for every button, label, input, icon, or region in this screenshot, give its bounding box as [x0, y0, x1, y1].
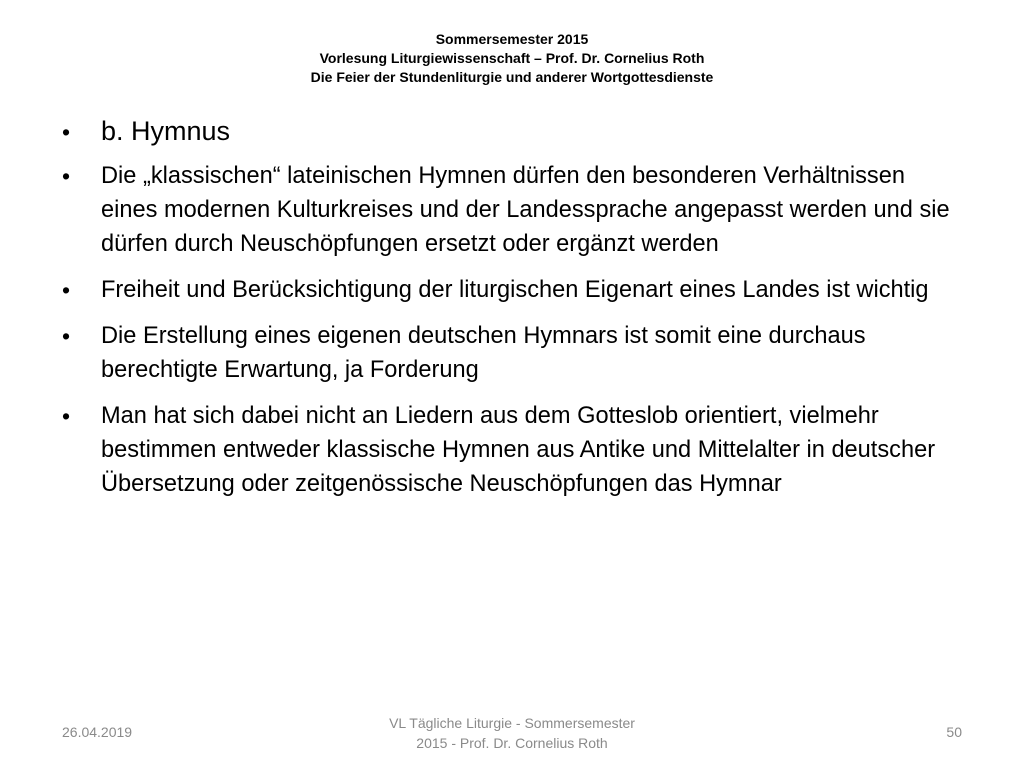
bullet-text: Freiheit und Berücksichtigung der liturgischen Eigenart eines Landes ist wichtig — [101, 277, 929, 303]
footer-date: 26.04.2019 — [62, 724, 133, 740]
bullet-text: b. Hymnus — [101, 116, 231, 146]
bullet-dot-icon: • — [62, 403, 71, 429]
footer-title — [362, 713, 662, 753]
bullet-item — [58, 112, 958, 150]
bullet-item — [58, 159, 958, 261]
footer-title-line2: 2015 - Prof. Dr. Cornelius Roth — [416, 735, 608, 751]
bullet-item — [58, 399, 958, 501]
bullet-dot-icon: • — [62, 163, 71, 189]
page-number: 50 — [946, 724, 962, 740]
footer-title-line1: VL Tägliche Liturgie - Sommersemester — [389, 715, 635, 731]
bullet-dot-icon: • — [62, 323, 71, 349]
bullet-item — [58, 273, 958, 307]
header-line-topic: Die Feier der Stundenliturgie und anderer Wortgottesdienste — [310, 69, 714, 85]
bullet-dot-icon: • — [62, 119, 71, 145]
bullet-text: Die „klassischen“ lateinischen Hymnen dürfen den besonderen Verhältnissen eines modernen Kulturkreises und der Landessprache angepasst werden und sie dürfen durch Neuschöpfungen ersetzt oder ergänzt werden — [101, 163, 950, 257]
header-line-semester: Sommersemester 2015 — [435, 31, 589, 47]
bullet-dot-icon: • — [62, 277, 71, 303]
bullet-text: Die Erstellung eines eigenen deutschen Hymnars ist somit eine durchaus berechtigte Erwartung, ja Forderung — [101, 323, 866, 383]
bullet-list — [58, 112, 958, 513]
header-line-lecture: Vorlesung Liturgiewissenschaft – Prof. Dr. Cornelius Roth — [319, 50, 705, 66]
bullet-text: Man hat sich dabei nicht an Liedern aus dem Gotteslob orientiert, vielmehr bestimmen entweder klassische Hymnen aus Antike und Mittelalter in deutscher Übersetzung oder zeitgenössische Neuschöpfungen das Hymnar — [101, 403, 936, 497]
bullet-item — [58, 319, 958, 387]
slide-header — [0, 30, 1024, 87]
